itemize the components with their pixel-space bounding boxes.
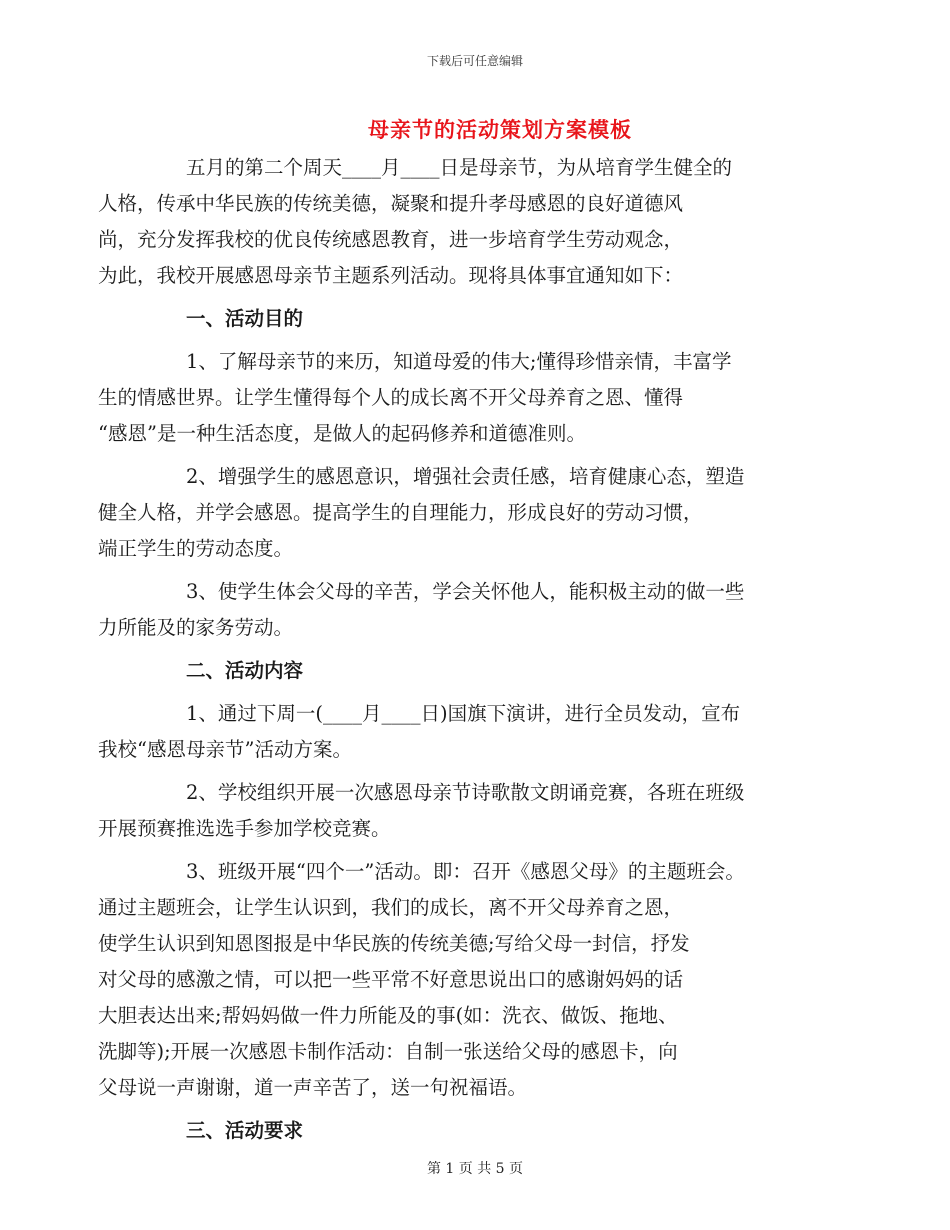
- text-line: 2、增强学生的感恩意识，增强社会责任感，培育健康心态，塑造: [186, 465, 745, 488]
- text-line: 大胆表达出来;帮妈妈做一件力所能及的事(如：洗衣、做饭、拖地、: [98, 1004, 678, 1027]
- document-title: 母亲节的活动策划方案模板: [368, 117, 632, 142]
- text-line: 1、通过下周一(____月____日)国旗下演讲，进行全员发动，宣布: [186, 702, 741, 725]
- purpose-paragraph-2: [98, 459, 832, 567]
- page-number: 第 1 页 共 5 页: [426, 1161, 524, 1177]
- text-line: 洗脚等);开展一次感恩卡制作活动：自制一张送给父母的感恩卡，向: [98, 1040, 678, 1063]
- text-line: 3、班级开展“四个一”活动。即：召开《感恩父母》的主题班会。: [186, 860, 745, 883]
- text-line: 五月的第二个周天____月____日是母亲节，为从培育学生健全的: [186, 156, 733, 179]
- content-paragraph-2: [98, 775, 832, 847]
- text-line: 2、学校组织开展一次感恩母亲节诗歌散文朗诵竞赛，各班在班级: [186, 781, 745, 804]
- text-line: 对父母的感激之情，可以把一些平常不好意思说出口的感谢妈妈的话: [98, 968, 684, 991]
- text-line: 使学生认识到知恩图报是中华民族的传统美德;写给父母一封信，抒发: [98, 932, 690, 955]
- text-line: 3、使学生体会父母的辛苦，学会关怀他人，能积极主动的做一些: [186, 580, 745, 603]
- purpose-paragraph-3: [98, 574, 832, 646]
- text-line: 尚，充分发挥我校的优良传统感恩教育，进一步培育学生劳动观念，: [98, 228, 684, 251]
- text-line: “感恩”是一种生活态度，是做人的起码修养和道德准则。: [98, 422, 586, 445]
- text-line: 健全人格，并学会感恩。提高学生的自理能力，形成良好的劳动习惯，: [98, 501, 703, 524]
- text-line: 生的情感世界。让学生懂得每个人的成长离不开父母养育之恩、懂得: [98, 386, 684, 409]
- section-heading-requirements: 三、活动要求: [186, 1119, 304, 1142]
- text-line: 为此，我校开展感恩母亲节主题系列活动。现将具体事宜通知如下：: [98, 264, 684, 287]
- text-line: 通过主题班会，让学生认识到，我们的成长，离不开父母养育之恩，: [98, 896, 684, 919]
- text-line: 端正学生的劳动态度。: [98, 537, 294, 560]
- document-body: [98, 150, 832, 1156]
- text-line: 1、了解母亲节的来历，知道母爱的伟大;懂得珍惜亲情，丰富学: [186, 350, 732, 373]
- text-line: 我校“感恩母亲节”活动方案。: [98, 738, 352, 761]
- text-line: 力所能及的家务劳动。: [98, 616, 294, 639]
- section-heading-purpose: 一、活动目的: [186, 307, 304, 330]
- text-line: 开展预赛推选选手参加学校竞赛。: [98, 817, 391, 840]
- content-paragraph-1: [98, 696, 832, 768]
- text-line: 父母说一声谢谢，道一声辛苦了，送一句祝福语。: [98, 1076, 528, 1099]
- intro-paragraph: [98, 150, 832, 294]
- text-line: 人格，传承中华民族的传统美德，凝聚和提升孝母感恩的良好道德风: [98, 192, 684, 215]
- section-heading-content: 二、活动内容: [186, 659, 304, 682]
- content-paragraph-3: [98, 854, 832, 1106]
- header-note: 下载后可任意编辑: [426, 54, 523, 68]
- purpose-paragraph-1: [98, 344, 832, 452]
